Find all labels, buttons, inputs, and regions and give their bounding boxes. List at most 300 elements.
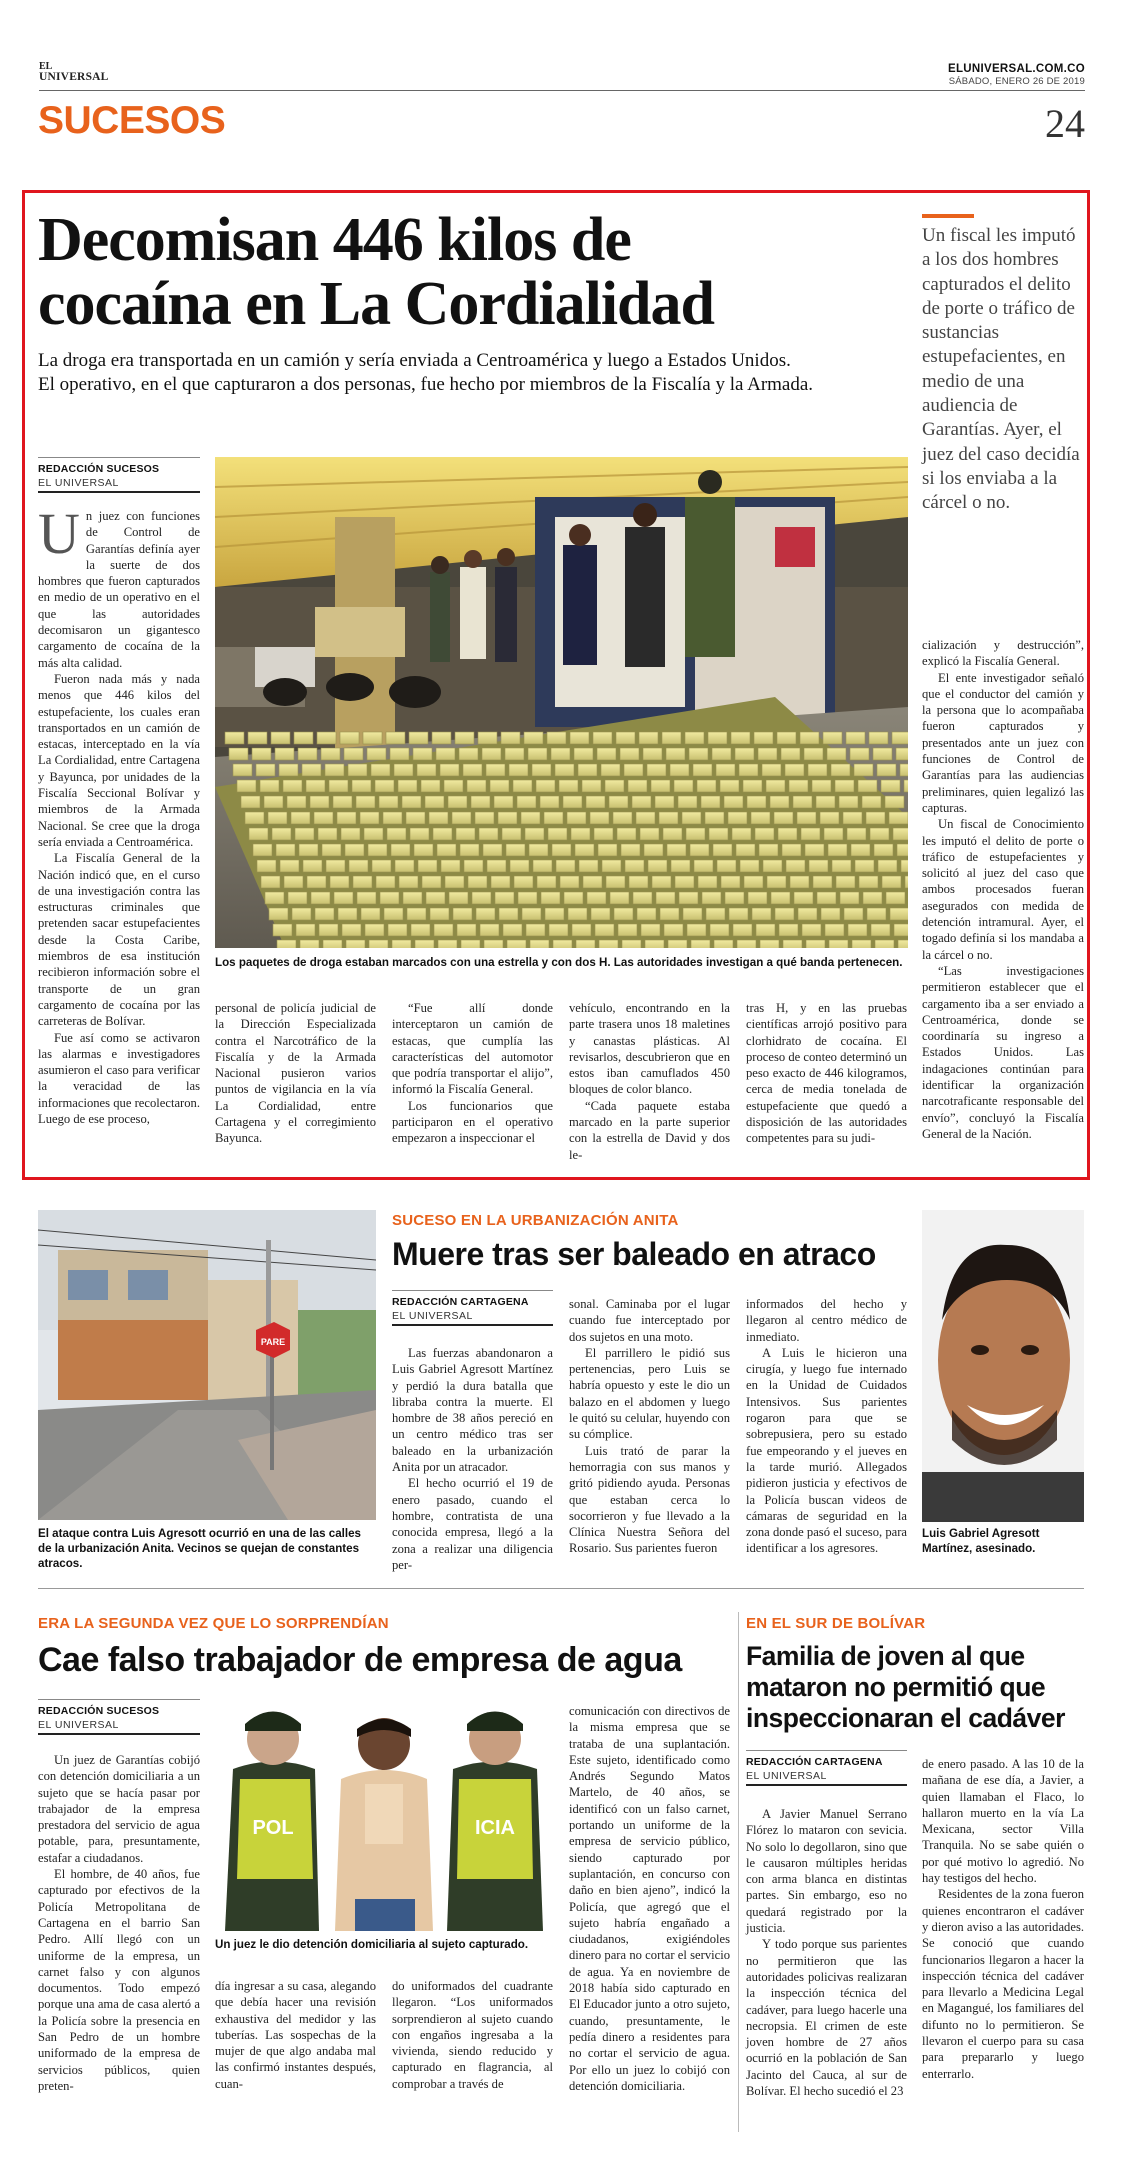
drug-package [334, 892, 353, 904]
drug-package [368, 844, 387, 856]
drug-package [455, 732, 474, 744]
dropcap: U [38, 501, 80, 566]
drug-package [729, 908, 748, 920]
drug-package [712, 748, 731, 760]
drug-package [461, 940, 480, 948]
drug-package [802, 924, 821, 936]
story2-col2-p2: El parrillero le pidió sus pertenencias, pero Luis se habría opuesto y este le dio un balazo en el abdomen y luego le quitó su celular, huyendo con su cómplice. [569, 1345, 730, 1442]
story2-col3-p2: A Luis le hicieron una cirugía, y luego fue internado en la Unidad de Cuidados Intensivos. Sus parientes rogaron para que se sobrepusiera, pero su estado fue empeorando y el jueves en la tarde murió. Allegados pidieron justicia y efectivos de la Policía buscan videos de cámaras de seguridad en la zona donde pasó el suceso, para identificar a los agresores. [746, 1345, 907, 1556]
drug-package [617, 828, 636, 840]
drug-package [655, 796, 674, 808]
drug-package [551, 748, 570, 760]
drug-package [900, 764, 908, 776]
drug-package [514, 876, 533, 888]
drug-package [567, 812, 586, 824]
drug-package [640, 828, 659, 840]
story4-byline-bottom-rule [746, 1784, 907, 1786]
drug-package [786, 860, 805, 872]
drug-package [754, 732, 773, 744]
story2-byline-top-rule [392, 1290, 553, 1291]
drug-package [540, 796, 559, 808]
drug-package [848, 924, 867, 936]
drug-package [728, 812, 747, 824]
drug-package [411, 924, 430, 936]
drug-package [770, 796, 789, 808]
drug-package [797, 812, 816, 824]
drug-package [689, 748, 708, 760]
drug-package [418, 860, 437, 872]
drug-package [296, 924, 315, 936]
drug-package [652, 876, 671, 888]
drug-package [758, 748, 777, 760]
story2-byline-bottom-rule [392, 1324, 553, 1326]
drug-package [892, 732, 908, 744]
drug-package [495, 892, 514, 904]
lead-col4-p2: “Cada paquete estaba marcado en la parte superior con la estrella de David y dos le- [569, 1098, 730, 1162]
drug-package [369, 940, 388, 948]
drug-package [816, 796, 835, 808]
drug-package [897, 844, 908, 856]
drug-package [379, 796, 398, 808]
drug-package [690, 844, 709, 856]
drug-package [398, 780, 417, 792]
drug-package [371, 764, 390, 776]
drug-package [862, 796, 881, 808]
drug-package [590, 812, 609, 824]
drug-package [806, 940, 825, 948]
drug-package [713, 844, 732, 856]
drug-package [415, 940, 434, 948]
drug-package [823, 732, 842, 744]
drug-package [621, 844, 640, 856]
drug-package [434, 924, 453, 936]
drug-package [436, 748, 455, 760]
drug-package [846, 732, 865, 744]
drug-package [252, 748, 271, 760]
drug-package [241, 796, 260, 808]
drug-package [622, 940, 641, 948]
drug-package [507, 940, 526, 948]
drug-package [440, 764, 459, 776]
drug-package [284, 876, 303, 888]
drug-package [804, 748, 823, 760]
drug-package [329, 780, 348, 792]
story4-kicker: EN EL SUR DE BOLÍVAR [746, 1615, 926, 1632]
drug-package [886, 892, 905, 904]
story4-col2 [922, 1756, 1084, 2082]
drug-package [668, 940, 687, 948]
drug-package [295, 828, 314, 840]
drug-package [505, 748, 524, 760]
drug-package [809, 860, 828, 872]
drug-package [338, 908, 357, 920]
drug-package [824, 828, 843, 840]
drug-package [744, 876, 763, 888]
drug-package [441, 860, 460, 872]
drug-package [552, 844, 571, 856]
drug-package [855, 860, 874, 872]
drug-package [345, 844, 364, 856]
drug-package [372, 860, 391, 872]
drug-package [702, 892, 721, 904]
story3-col2 [215, 1978, 376, 2092]
drug-package [817, 892, 836, 904]
drug-package [306, 780, 325, 792]
drug-package [571, 828, 590, 840]
drug-package [394, 764, 413, 776]
lead-col1 [38, 501, 200, 1127]
drug-package [452, 812, 471, 824]
drug-package [448, 796, 467, 808]
drug-package [687, 924, 706, 936]
drug-package [737, 940, 756, 948]
story3-col1 [38, 1752, 200, 2094]
drug-package [333, 796, 352, 808]
arrest-photo [215, 1699, 553, 1931]
drug-package [346, 940, 365, 948]
drug-package [375, 780, 394, 792]
drug-package [829, 940, 848, 948]
logo-line1: EL [39, 61, 53, 72]
drug-package [363, 732, 382, 744]
stop-sign-label: PARE [260, 1337, 286, 1347]
drug-package [264, 796, 283, 808]
drug-package [460, 844, 479, 856]
drug-package [720, 780, 739, 792]
drug-package [782, 844, 801, 856]
drug-package [785, 764, 804, 776]
drug-package [502, 828, 521, 840]
drug-package [682, 812, 701, 824]
drug-package [721, 876, 740, 888]
sidebar-quote: Un fiscal les imputó a los dos hombres capturados el delito de porte o tráfico de sustancias estupefacientes, en medio de una audiencia de Garantías. Ayer, el juez del caso decidía si los enviaba a la cárcel o no. [922, 225, 1080, 514]
drug-package [484, 940, 503, 948]
drug-package [509, 764, 528, 776]
drug-package [524, 732, 543, 744]
story2-col3 [746, 1296, 907, 1557]
drug-package [533, 860, 552, 872]
drug-package [300, 940, 319, 948]
drug-package [299, 844, 318, 856]
drug-package [276, 844, 295, 856]
drug-package [613, 812, 632, 824]
drug-package [303, 860, 322, 872]
drug-package [438, 940, 457, 948]
drug-package [482, 748, 501, 760]
lead-col5-p1: tras H, y en las pruebas científicas arrojó positivo para clorhidrato de cocaína. El proceso de conteo determinó un peso exacto de 446 kilogramos, cerca de media tonelada de estupefaciente que quedó a disposición de las autoridades competentes para su judi- [746, 1001, 907, 1146]
story4-left-rule [738, 1612, 739, 2132]
drug-package [775, 908, 794, 920]
drug-package [349, 860, 368, 872]
drug-package [568, 908, 587, 920]
drug-package [490, 780, 509, 792]
drug-package [367, 748, 386, 760]
drug-package [798, 908, 817, 920]
drug-package [365, 924, 384, 936]
drug-package [506, 844, 525, 856]
victim-portrait [922, 1210, 1084, 1522]
masthead-rule [39, 90, 1085, 91]
drug-package [801, 828, 820, 840]
drug-package [348, 764, 367, 776]
drug-package [403, 892, 422, 904]
drug-package [583, 876, 602, 888]
drug-package [674, 780, 693, 792]
drug-package [731, 732, 750, 744]
drug-package [425, 796, 444, 808]
sidebar-accent-bar [922, 214, 974, 218]
story3-byline-top-rule [38, 1699, 200, 1700]
drug-package [582, 780, 601, 792]
story2-byline-org: EL UNIVERSAL [392, 1310, 473, 1322]
drug-package [467, 780, 486, 792]
drug-package [292, 908, 311, 920]
drug-package [315, 908, 334, 920]
drug-package [752, 908, 771, 920]
story4-col1-p2: Y todo porque sus parientes no permitieron que las autoridades policivas realizaran la inspección técnica del cadáver, para luego hacerle una necropsia. El crimen de este joven hombre de 27 años ocurrió en la población de San Jacinto del Cauca, al sur de Bolívar. El hecho sucedió el 23 [746, 1937, 907, 2099]
drug-package [629, 876, 648, 888]
story2-col1 [392, 1345, 553, 1573]
drug-package [406, 812, 425, 824]
arrest-illustration [215, 1699, 553, 1931]
drug-package [314, 812, 333, 824]
drug-package [361, 908, 380, 920]
drug-package [353, 876, 372, 888]
story2-col2-p1: sonal. Caminaba por el lugar cuando fue interceptado por dos sujetos en una moto. [569, 1297, 730, 1344]
drug-package [475, 812, 494, 824]
street-photo [38, 1210, 376, 1520]
drug-package [783, 940, 802, 948]
drug-package [287, 796, 306, 808]
drug-package [851, 844, 870, 856]
drug-package [503, 924, 522, 936]
lead-col3 [392, 1000, 553, 1147]
drug-package [574, 748, 593, 760]
drug-package [564, 892, 583, 904]
story4-byline-top-rule [746, 1750, 907, 1751]
drug-package [288, 892, 307, 904]
drug-package [476, 908, 495, 920]
drug-package [800, 732, 819, 744]
drug-package [873, 748, 892, 760]
drug-package [651, 780, 670, 792]
lead-col3-p2: Los funcionarios que participaron en el operativo empezaron a inspeccionar el [392, 1098, 553, 1146]
byline-top-rule [38, 457, 200, 458]
drug-package [735, 748, 754, 760]
drug-package [725, 892, 744, 904]
drug-package [388, 924, 407, 936]
drug-package [827, 748, 846, 760]
drug-package [521, 812, 540, 824]
drug-package [271, 732, 290, 744]
drug-package [763, 860, 782, 872]
drug-package [399, 876, 418, 888]
drug-package [501, 732, 520, 744]
drug-package [386, 732, 405, 744]
drug-package [294, 732, 313, 744]
byline-bottom-rule [38, 491, 200, 493]
drug-package [628, 780, 647, 792]
drug-package [360, 812, 379, 824]
drug-package [498, 812, 517, 824]
drug-package [685, 732, 704, 744]
drug-package [875, 940, 894, 948]
drug-package [499, 908, 518, 920]
drug-package [387, 828, 406, 840]
vest-left-label: POL [252, 1817, 294, 1839]
drug-package [544, 812, 563, 824]
drug-package [871, 924, 890, 936]
drug-package [663, 828, 682, 840]
drug-package [602, 860, 621, 872]
drug-package [852, 940, 871, 948]
drug-package [751, 812, 770, 824]
drug-package [587, 892, 606, 904]
drug-package [901, 860, 908, 872]
drug-package [710, 924, 729, 936]
lead-dek-line2: El operativo, en el que capturaron a dos personas, fue hecho por miembros de la Fiscalía y la Armada. [38, 374, 814, 395]
story2-col2 [569, 1296, 730, 1557]
drug-package [618, 924, 637, 936]
drug-package [821, 908, 840, 920]
drug-package [472, 892, 491, 904]
drug-package [697, 780, 716, 792]
drug-package [430, 908, 449, 920]
drug-package [291, 812, 310, 824]
drug-package [340, 732, 359, 744]
drug-package [344, 748, 363, 760]
drug-package [437, 844, 456, 856]
drug-package [733, 924, 752, 936]
drug-package [545, 908, 564, 920]
drug-package [870, 828, 889, 840]
drug-package [390, 748, 409, 760]
drug-package [597, 748, 616, 760]
drug-package [553, 940, 572, 948]
lead-col6-p4: “Las investigaciones permitieron establecer que el cargamento iba a ser enviado a Centroamérica, donde se coordinaría su ingreso a Estados Unidos. Las indagaciones continúan para identificar la organización narcotraficante responsable del envío”, concluyó la Fiscalía General de la Nación. [922, 963, 1084, 1141]
drug-package [277, 940, 296, 948]
story4-byline-org: EL UNIVERSAL [746, 1770, 827, 1782]
lead-byline-name: REDACCIÓN SUCESOS [38, 463, 160, 475]
story4-col1-p1: A Javier Manuel Serrano Flórez lo mataron con sevicia. No solo lo degollaron, sino que le causaron múltiples heridas con arma blanca en distintas partes. Sin embargo, eso no quedará registrado por la justicia. [746, 1807, 907, 1936]
story3-col3-p1: do uniformados del cuadrante llegaron. “Los uniformados sorprendieron al sujeto cuando con engaños ingresaba a la vivienda, siendo reducido y capturado en flagrancia, al comprobar a través de [392, 1979, 553, 2091]
drug-package [705, 812, 724, 824]
drug-package [847, 828, 866, 840]
drug-package [487, 860, 506, 872]
drug-package [881, 780, 900, 792]
drug-package [898, 940, 908, 948]
drug-package [632, 796, 651, 808]
drug-package [716, 764, 735, 776]
drug-package [591, 908, 610, 920]
story3-col3 [392, 1978, 553, 2092]
drug-package [840, 892, 859, 904]
drug-package [560, 876, 579, 888]
drug-package [825, 924, 844, 936]
drug-package [667, 844, 686, 856]
drug-package [572, 924, 591, 936]
drug-package [885, 796, 904, 808]
drug-package [662, 732, 681, 744]
drug-package [268, 812, 287, 824]
lead-headline-line1: Decomisan 446 kilos de [38, 206, 631, 274]
page-number: 24 [1045, 101, 1085, 146]
drug-package [614, 908, 633, 920]
drug-package [422, 876, 441, 888]
story3-headline: Cae falso trabajador de empresa de agua [38, 1641, 682, 1679]
drug-package [882, 876, 901, 888]
drug-package [265, 892, 284, 904]
drug-package [832, 860, 851, 872]
drug-package [789, 780, 808, 792]
drug-package [518, 892, 537, 904]
drug-package [812, 780, 831, 792]
drug-package [395, 860, 414, 872]
drug-package [311, 892, 330, 904]
story4-col2-p1: de enero pasado. A las 10 de la mañana de ese día, a Javier, a quien llamaban el Flaco, lo hallaron muerto en la vía La Mexicana, sector Villa Tranquila. No se sabe quién o por qué motivo lo agredió. No hay testigos del hecho. [922, 1757, 1084, 1886]
drug-package [831, 764, 850, 776]
drug-package [494, 796, 513, 808]
drug-package [444, 780, 463, 792]
drug-package [893, 828, 908, 840]
drug-seizure-illustration [215, 457, 908, 948]
drug-package [691, 940, 710, 948]
drug-package [637, 908, 656, 920]
drug-package [456, 828, 475, 840]
drug-package [513, 780, 532, 792]
drug-package [409, 732, 428, 744]
drug-package [352, 780, 371, 792]
drug-package [449, 892, 468, 904]
drug-package [601, 764, 620, 776]
drug-package [762, 764, 781, 776]
story2-byline-name: REDACCIÓN CARTAGENA [392, 1296, 529, 1308]
drug-package [319, 924, 338, 936]
story2-col2-p3: Luis trató de parar la hemorragia con sus manos y gritó pidiendo ayuda. Personas que estaban cerca lo socorrieron y fue llevado a la Clínica Nuestra Señora del Rosario. Sus parientes fueron [569, 1443, 730, 1556]
drug-package [609, 796, 628, 808]
drug-package [563, 796, 582, 808]
drug-package [620, 748, 639, 760]
drug-package [410, 828, 429, 840]
drug-package [889, 812, 908, 824]
drug-package [341, 828, 360, 840]
drug-package [464, 860, 483, 872]
drug-package [322, 844, 341, 856]
drug-package [878, 860, 897, 872]
story3-byline-name: REDACCIÓN SUCESOS [38, 1705, 160, 1717]
drug-package [659, 812, 678, 824]
drug-package [547, 732, 566, 744]
arrest-photo-caption: Un juez le dio detención domiciliaria al sujeto capturado. [215, 1938, 529, 1951]
lead-col6-p1: cialización y destrucción”, explicó la Fiscalía General. [922, 638, 1084, 669]
drug-package [599, 940, 618, 948]
story3-col4-p1: comunicación con directivos de la misma empresa que se trataba de una suplantación. Este sujeto, identificado como Andrés Segundo Matos Martelo, de 40 años, se identificó con un falso carnet, portando un uniforme de la empresa de servicio público, siendo capturado por suplantación, en concurso con daño en bien ajeno”, indicó la Policía, que agregó que el sujeto habría engañado a ciudadanos, exigiéndoles dinero para no cortar el servicio de agua. Ya en noviembre de 2018 había sido capturado en El Educador junto a otro sujeto, cuando, presuntamente, le pedía dinero a residentes para no cortar el servicio de agua. Por ello un juez lo cobijó con detención domiciliaria. [569, 1704, 730, 2093]
drug-package [307, 876, 326, 888]
lead-col4 [569, 1000, 730, 1163]
drug-package [528, 748, 547, 760]
drug-package [867, 908, 886, 920]
drug-package [683, 908, 702, 920]
drug-package [706, 908, 725, 920]
story3-byline-org: EL UNIVERSAL [38, 1719, 119, 1731]
drug-package [510, 860, 529, 872]
drug-package [275, 748, 294, 760]
drug-package [570, 732, 589, 744]
drug-package [555, 764, 574, 776]
story4-col2-p2: Residentes de la zona fueron quienes encontraron el cadáver y dieron aviso a las autoridades. Se conoció que cuando funcionarios llegaron a hacer la inspección técnica del cadáver para llevarlo a Medicina Legal en Magangué, los familiares del difunto no lo permitieron. Se llevaron el cuerpo para su casa para prepararlo y luego enterrarlo. [922, 1887, 1084, 2081]
story2-headline: Muere tras ser baleado en atraco [392, 1236, 876, 1272]
drug-package [766, 780, 785, 792]
